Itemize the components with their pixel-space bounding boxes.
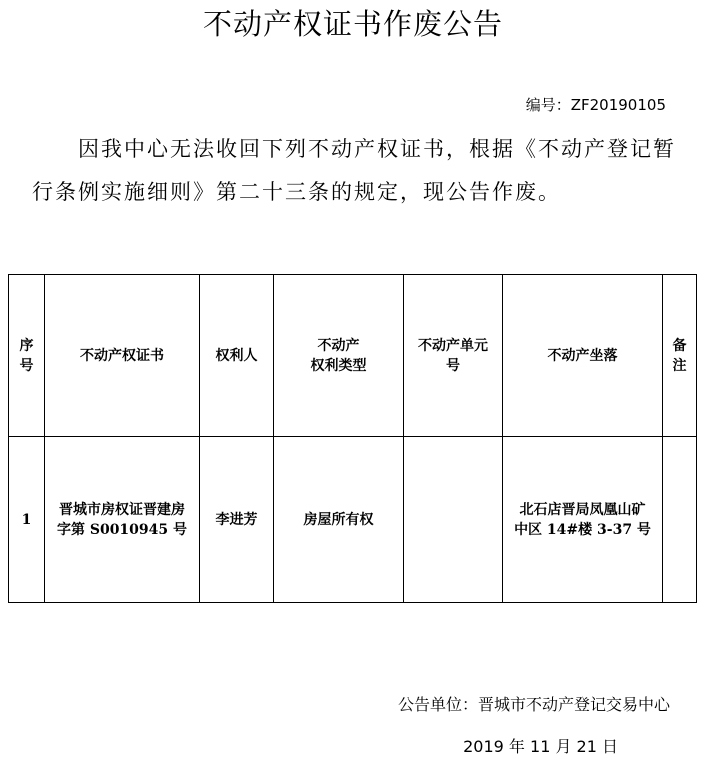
notice-paragraph: 因我中心无法收回下列不动产权证书，根据《不动产登记暂行条例实施细则》第二十三条的规定，现公告作废。 [32,137,676,204]
table-header-row [9,275,697,437]
notice-date: 2019 年 11 月 21 日 [463,737,618,756]
header-remarks: 备 注 [663,275,697,437]
header-certificate: 不动产权证书 [45,275,200,437]
document-number: 编号：ZF20190105 [525,96,666,114]
cell-serial: 1 [9,437,45,603]
header-location: 不动产坐落 [503,275,663,437]
cell-right-holder: 李进芳 [200,437,274,603]
cell-unit-number [404,437,503,603]
header-right-type: 不动产 权利类型 [274,275,404,437]
header-serial: 序 号 [9,275,45,437]
issuing-unit: 公告单位：晋城市不动产登记交易中心 [397,695,670,714]
certificate-table [8,274,697,603]
header-right-holder: 权利人 [200,275,274,437]
header-unit-number: 不动产单元 号 [404,275,503,437]
cell-remarks [663,437,697,603]
cell-location: 北石店晋局凤凰山矿 中区 14#楼 3-37 号 [503,437,663,603]
cell-certificate: 晋城市房权证晋建房 字第 S0010945 号 [45,437,200,603]
cell-right-type: 房屋所有权 [274,437,404,603]
notice-title: 不动产权证书作废公告 [202,7,503,41]
table-row [9,437,697,603]
